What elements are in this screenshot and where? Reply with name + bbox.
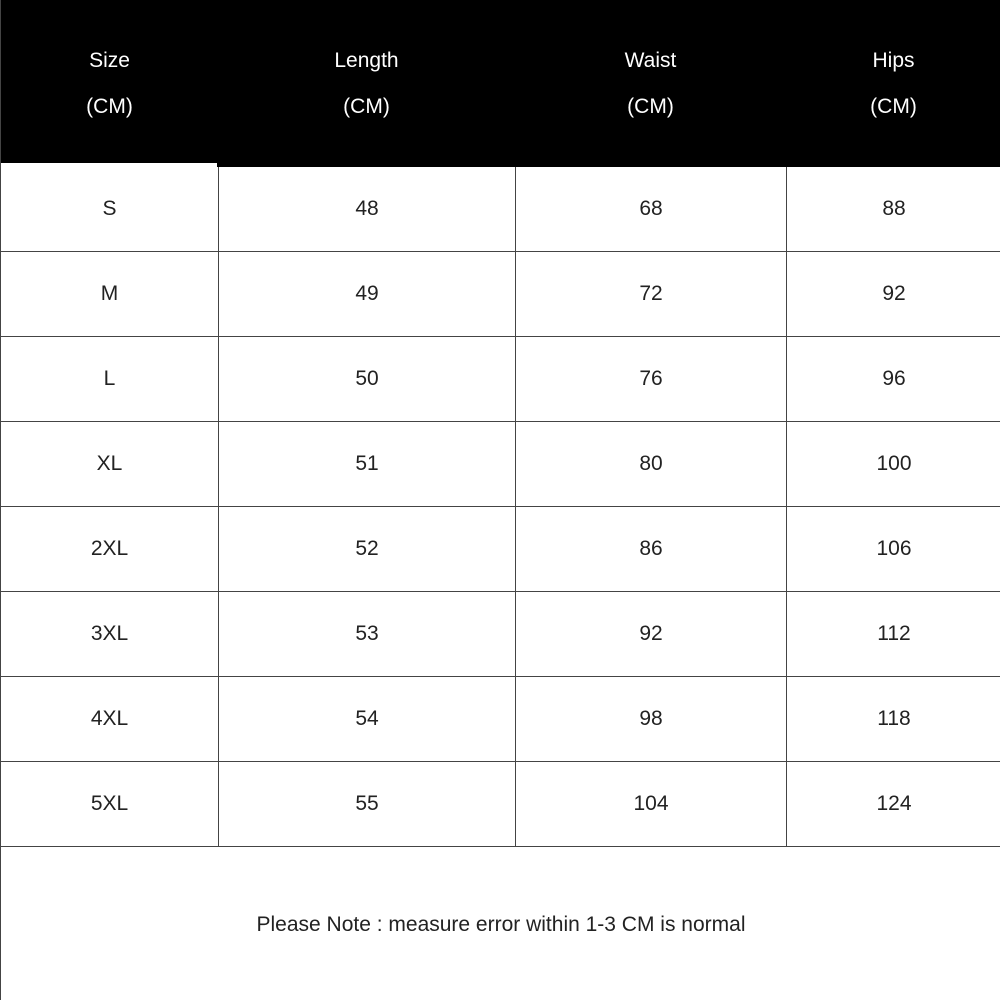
cell-length: 50 <box>218 337 515 421</box>
cell-hips: 112 <box>786 592 1000 676</box>
cell-length: 52 <box>218 507 515 591</box>
header-label: Size <box>89 49 130 72</box>
header-label: Hips <box>872 49 915 72</box>
table-row <box>1 252 1000 337</box>
cell-length: 54 <box>218 677 515 761</box>
cell-length: 55 <box>218 762 515 846</box>
cell-hips: 88 <box>786 167 1000 251</box>
cell-waist: 98 <box>515 677 786 761</box>
table-row <box>1 507 1000 592</box>
table-row <box>1 592 1000 677</box>
table-row <box>1 337 1000 422</box>
header-cell-waist <box>515 0 786 167</box>
header-cell-size <box>1 0 218 167</box>
cell-hips: 124 <box>786 762 1000 846</box>
cell-size: 5XL <box>90 792 129 815</box>
header-label: Length <box>334 49 399 72</box>
cell-waist: 86 <box>515 507 786 591</box>
cell-length: 51 <box>218 422 515 506</box>
table-row <box>1 422 1000 507</box>
table-row <box>1 167 1000 252</box>
header-cell-length <box>218 0 515 167</box>
cell-size: XL <box>96 452 123 475</box>
cell-size: 3XL <box>90 622 129 645</box>
cell-hips: 96 <box>786 337 1000 421</box>
cell-size: 2XL <box>90 537 129 560</box>
cell-size: S <box>102 197 117 220</box>
cell-hips: 92 <box>786 252 1000 336</box>
cell-length: 53 <box>218 592 515 676</box>
header-unit: (CM) <box>870 95 917 118</box>
cell-hips: 106 <box>786 507 1000 591</box>
measurement-note: Please Note : measure error within 1-3 CM is normal <box>256 913 746 936</box>
cell-size: L <box>103 367 116 390</box>
table-header <box>1 0 1000 167</box>
cell-waist: 80 <box>515 422 786 506</box>
header-label: Waist <box>624 49 677 72</box>
cell-hips: 100 <box>786 422 1000 506</box>
cell-waist: 72 <box>515 252 786 336</box>
table-body <box>1 167 1000 847</box>
table-row <box>1 762 1000 847</box>
cell-waist: 76 <box>515 337 786 421</box>
header-unit: (CM) <box>86 95 133 118</box>
cell-waist: 104 <box>515 762 786 846</box>
header-cell-hips <box>786 0 1000 167</box>
cell-length: 48 <box>218 167 515 251</box>
cell-size: 4XL <box>90 707 129 730</box>
table-row <box>1 677 1000 762</box>
cell-size: M <box>100 282 119 305</box>
cell-waist: 92 <box>515 592 786 676</box>
cell-waist: 68 <box>515 167 786 251</box>
cell-hips: 118 <box>786 677 1000 761</box>
header-unit: (CM) <box>627 95 674 118</box>
header-unit: (CM) <box>343 95 390 118</box>
cell-length: 49 <box>218 252 515 336</box>
